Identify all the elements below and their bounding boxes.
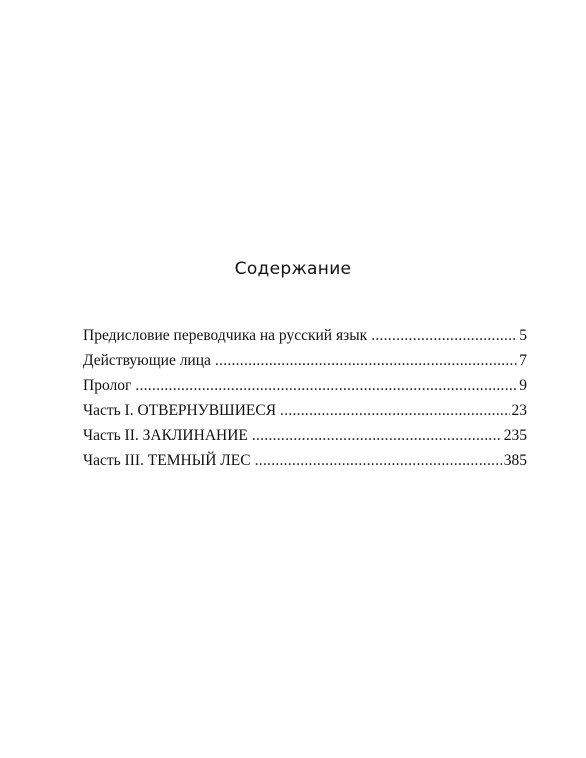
toc-entry-label: Часть I. ОТВЕРНУВШИЕСЯ <box>83 402 277 419</box>
toc-entry-label: Предисловие переводчика на русский язык <box>83 327 368 344</box>
toc-entry-page-number: 23 <box>511 402 527 419</box>
toc-entry <box>83 352 527 377</box>
toc-entry <box>83 452 527 477</box>
toc-entry <box>83 402 527 427</box>
toc-entry <box>83 327 527 352</box>
toc-entry <box>83 377 527 402</box>
toc-entry-page-number: 235 <box>503 427 527 444</box>
toc-entry-label: Часть III. ТЕМНЫЙ ЛЕС <box>83 452 251 469</box>
table-of-contents <box>83 327 527 477</box>
toc-entry-page-number: 7 <box>519 352 527 369</box>
toc-entry <box>83 427 527 452</box>
toc-entry-label: Часть II. ЗАКЛИНАНИЕ <box>83 427 248 444</box>
dot-leader <box>280 402 509 420</box>
dot-leader <box>135 377 517 395</box>
contents-heading: Содержание <box>234 259 352 279</box>
dot-leader <box>371 327 517 345</box>
toc-entry-page-number: 385 <box>503 452 527 469</box>
toc-entry-label: Пролог <box>83 377 132 394</box>
dot-leader <box>215 352 517 370</box>
dot-leader <box>255 452 502 470</box>
toc-entry-page-number: 5 <box>519 327 527 344</box>
toc-entry-page-number: 9 <box>519 377 527 394</box>
dot-leader <box>252 427 502 445</box>
toc-entry-label: Действующие лица <box>83 352 211 369</box>
